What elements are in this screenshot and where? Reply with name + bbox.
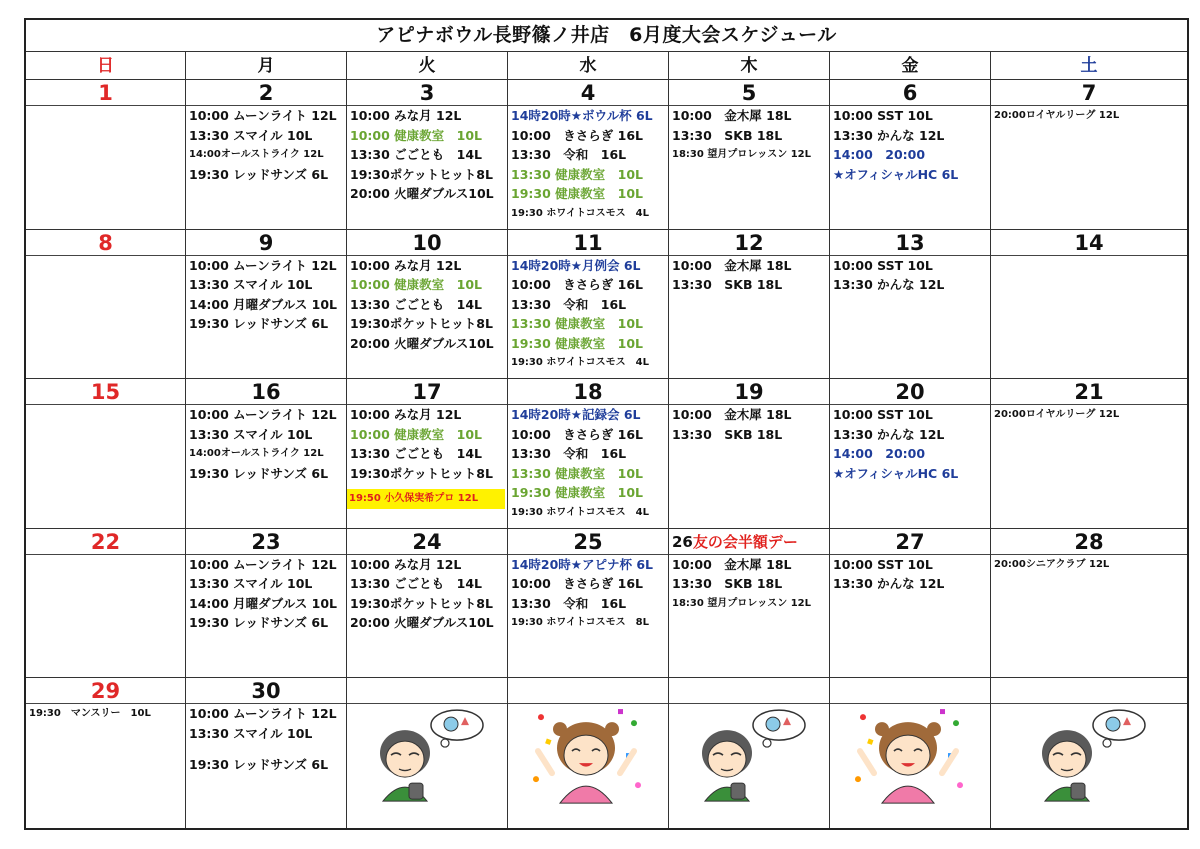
event-entry: 10:00 みな月 12L	[350, 407, 462, 423]
event-entry: 10:00 金木犀 18L	[672, 257, 792, 273]
day-cell-11	[508, 230, 669, 380]
event-entry: 14時20時★ボウル杯 6L	[511, 108, 653, 123]
event-entry: 14:00 20:00	[833, 446, 926, 462]
event-entry: 13:30 健康教室 10L	[511, 465, 644, 481]
event-spacer	[186, 743, 346, 755]
weekday-header-fri: 金	[830, 52, 991, 80]
day-number: 23	[186, 529, 346, 555]
day-number: 10	[347, 230, 507, 256]
day-cell-4	[508, 80, 669, 230]
event-entry: 14時20時★月例会 6L	[511, 257, 641, 273]
event-entry: 10:00 きさらぎ 16L	[511, 277, 644, 293]
day-number: 8	[26, 230, 185, 256]
day-number: 19	[669, 379, 829, 405]
weekday-header-mon: 月	[186, 52, 347, 80]
event-entry: 14時20時★アピナ杯 6L	[511, 556, 654, 572]
weekday-header-sun: 日	[26, 52, 186, 80]
girl-character-illustration	[526, 703, 650, 807]
event-entry: 13:30 かんな 12L	[833, 426, 945, 442]
day-cell-30	[186, 678, 347, 828]
girl-character-illustration	[848, 703, 972, 807]
event-entry: 20:00 火曜ダブルス10L	[350, 615, 494, 631]
day-cell-13	[830, 230, 991, 380]
day-number: 13	[830, 230, 990, 256]
event-entry: 10:00 ムーンライト 12L	[189, 407, 337, 423]
day-number: 18	[508, 379, 668, 405]
day-number: 6	[830, 80, 990, 106]
day-number: 27	[830, 529, 990, 555]
event-entry: 13:30 SKB 18L	[672, 576, 783, 592]
day-cell-2	[186, 80, 347, 230]
event-entry: 13:30 ごごとも 14L	[350, 576, 483, 592]
event-entry: 13:30 スマイル 10L	[189, 426, 313, 442]
event-entry: 10:00 ムーンライト 12L	[189, 108, 337, 123]
day-cell-20	[830, 379, 991, 529]
day-number: 3	[347, 80, 507, 106]
event-entry: 13:30 健康教室 10L	[511, 166, 644, 182]
event-entry: 20:00ロイヤルリーグ 12L	[994, 409, 1120, 421]
event-entry: 10:00 みな月 12L	[350, 108, 462, 123]
day-cell-23	[186, 529, 347, 679]
event-entry: 14時20時★記録会 6L	[511, 407, 641, 423]
calendar-grid	[26, 52, 1187, 828]
day-cell-28	[991, 529, 1187, 679]
event-entry: 10:00 SST 10L	[833, 407, 933, 423]
day-number: 22	[26, 529, 185, 555]
day-cell-8	[26, 230, 186, 380]
day-cell-6	[830, 80, 991, 230]
day-cell-empty	[830, 678, 991, 828]
event-entry: 10:00 金木犀 18L	[672, 108, 792, 123]
weekday-header-wed: 水	[508, 52, 669, 80]
event-entry: 13:30 かんな 12L	[833, 576, 945, 592]
event-entry: 13:30 ごごとも 14L	[350, 147, 483, 162]
event-entry: ★オフィシャルHC 6L	[833, 465, 959, 481]
event-highlight: 19:50 小久保実希プロ 12L	[347, 489, 505, 509]
event-entry: 10:00 金木犀 18L	[672, 556, 792, 572]
day-cell-empty	[347, 678, 508, 828]
event-entry: 10:00 健康教室 10L	[350, 277, 483, 293]
event-entry: 10:00 ムーンライト 12L	[189, 556, 337, 572]
event-entry: 19:30 レッドサンズ 6L	[189, 166, 329, 182]
day-number	[991, 678, 1187, 704]
event-entry: 13:30 SKB 18L	[672, 127, 783, 143]
event-entry: 14:00 20:00	[833, 147, 926, 162]
day-cell-21	[991, 379, 1187, 529]
event-entry: 19:30 レッドサンズ 6L	[189, 465, 329, 481]
day-number: 7	[991, 80, 1187, 106]
day-cell-18	[508, 379, 669, 529]
page-title: アピナボウル長野篠ノ井店 6月度大会スケジュール	[26, 20, 1187, 52]
event-entry: 19:30 レッドサンズ 6L	[189, 316, 329, 332]
event-entry: 13:30 かんな 12L	[833, 127, 945, 143]
day-number-value: 26	[672, 532, 693, 551]
day-cell-22	[26, 529, 186, 679]
event-entry: 14:00 月曜ダブルス 10L	[189, 595, 337, 611]
day-number: 14	[991, 230, 1187, 256]
day-number: 21	[991, 379, 1187, 405]
event-entry: 13:30 SKB 18L	[672, 277, 783, 293]
day-cell-5	[669, 80, 830, 230]
day-cell-14	[991, 230, 1187, 380]
weekday-header-tue: 火	[347, 52, 508, 80]
day-cell-25	[508, 529, 669, 679]
event-entry: 19:30 ホワイトコスモス 8L	[511, 617, 649, 629]
weekday-header-thu: 木	[669, 52, 830, 80]
event-entry: 13:30 ごごとも 14L	[350, 446, 483, 462]
day-cell-3	[347, 80, 508, 230]
day-cell-24	[347, 529, 508, 679]
day-number	[347, 678, 507, 704]
weekday-header-sat: 土	[991, 52, 1187, 80]
event-entry: 13:30 令和 16L	[511, 296, 627, 312]
event-entry: 10:00 みな月 12L	[350, 257, 462, 273]
day-cell-16	[186, 379, 347, 529]
event-entry: 10:00 SST 10L	[833, 108, 933, 123]
event-entry: 20:00 火曜ダブルス10L	[350, 186, 494, 201]
day-cell-27	[830, 529, 991, 679]
boy-character-illustration	[687, 703, 811, 807]
day-cell-29	[26, 678, 186, 828]
event-entry: 20:00 火曜ダブルス10L	[350, 335, 494, 351]
event-entry: 10:00 健康教室 10L	[350, 426, 483, 442]
day-number	[669, 678, 829, 704]
boy-character-illustration	[365, 703, 489, 807]
day-cell-9	[186, 230, 347, 380]
day-number: 17	[347, 379, 507, 405]
event-entry: 19:30 レッドサンズ 6L	[189, 757, 329, 773]
day-number	[508, 678, 668, 704]
day-cell-15	[26, 379, 186, 529]
event-entry: 14:00 月曜ダブルス 10L	[189, 296, 337, 312]
event-entry: 13:30 令和 16L	[511, 595, 627, 611]
event-entry: 10:00 みな月 12L	[350, 556, 462, 572]
event-entry: 19:30 ホワイトコスモス 4L	[511, 207, 649, 219]
day-cell-12	[669, 230, 830, 380]
day-cell-empty	[991, 678, 1187, 828]
event-entry: 19:30ポケットヒット8L	[350, 166, 493, 182]
event-entry: 13:30 ごごとも 14L	[350, 296, 483, 312]
event-entry: 13:30 健康教室 10L	[511, 316, 644, 332]
event-entry: 19:30 健康教室 10L	[511, 186, 644, 201]
event-entry: 14:00オールストライク 12L	[189, 149, 324, 160]
day-number: 25	[508, 529, 668, 555]
event-entry: 13:30 かんな 12L	[833, 277, 945, 293]
event-entry: 19:30ポケットヒット8L	[350, 316, 493, 332]
event-entry: 10:00 きさらぎ 16L	[511, 426, 644, 442]
event-entry: 10:00 SST 10L	[833, 556, 933, 572]
event-entry: 13:30 令和 16L	[511, 446, 627, 462]
day-number: 2	[186, 80, 346, 106]
day-number: 15	[26, 379, 185, 405]
day-cell-10	[347, 230, 508, 380]
event-entry: 13:30 スマイル 10L	[189, 277, 313, 293]
event-entry: 10:00 健康教室 10L	[350, 127, 483, 143]
event-entry: 10:00 金木犀 18L	[672, 407, 792, 423]
day-number: 1	[26, 80, 185, 106]
boy-character-illustration	[1027, 703, 1151, 807]
event-entry: 13:30 スマイル 10L	[189, 127, 313, 143]
event-entry: 13:30 スマイル 10L	[189, 725, 313, 741]
event-entry: 20:00シニアクラブ 12L	[994, 558, 1110, 570]
day-cell-1	[26, 80, 186, 230]
day-cell-empty	[669, 678, 830, 828]
event-entry: 10:00 ムーンライト 12L	[189, 257, 337, 273]
day-number: 5	[669, 80, 829, 106]
event-entry: 14:00オールストライク 12L	[189, 448, 324, 460]
event-entry: 10:00 ムーンライト 12L	[189, 706, 337, 722]
event-entry: ★オフィシャルHC 6L	[833, 166, 959, 182]
event-entry: 19:30 レッドサンズ 6L	[189, 615, 329, 631]
day-number: 9	[186, 230, 346, 256]
day-number	[669, 529, 829, 555]
event-entry: 18:30 望月プロレッスン 12L	[672, 597, 811, 609]
event-entry: 13:30 スマイル 10L	[189, 576, 313, 592]
day-number: 24	[347, 529, 507, 555]
event-entry: 10:00 きさらぎ 16L	[511, 576, 644, 592]
event-entry: 19:30ポケットヒット8L	[350, 595, 493, 611]
day-number	[830, 678, 990, 704]
day-cell-19	[669, 379, 830, 529]
day-number: 30	[186, 678, 346, 704]
event-entry: 20:00ロイヤルリーグ 12L	[994, 110, 1120, 121]
day-cell-17	[347, 379, 508, 529]
event-entry: 18:30 望月プロレッスン 12L	[672, 149, 811, 160]
day-number: 20	[830, 379, 990, 405]
day-number: 4	[508, 80, 668, 106]
day-number: 29	[26, 678, 185, 704]
day-note: 友の会半額デー	[692, 532, 798, 551]
event-entry: 19:30ポケットヒット8L	[350, 465, 493, 481]
event-entry: 13:30 令和 16L	[511, 147, 627, 162]
event-entry: 19:30 ホワイトコスモス 4L	[511, 357, 649, 369]
day-number: 16	[186, 379, 346, 405]
day-cell-empty	[508, 678, 669, 828]
event-entry: 10:00 きさらぎ 16L	[511, 127, 644, 143]
day-number: 11	[508, 230, 668, 256]
schedule-sheet	[24, 18, 1189, 830]
day-cell-26	[669, 529, 830, 679]
event-entry: 13:30 SKB 18L	[672, 426, 783, 442]
day-cell-7	[991, 80, 1187, 230]
event-entry: 19:30 マンスリー 10L	[29, 708, 151, 720]
event-entry: 19:30 健康教室 10L	[511, 485, 644, 501]
event-entry: 19:30 健康教室 10L	[511, 335, 644, 351]
day-number: 12	[669, 230, 829, 256]
event-entry: 19:30 ホワイトコスモス 4L	[511, 506, 649, 518]
event-entry: 10:00 SST 10L	[833, 257, 933, 273]
day-number: 28	[991, 529, 1187, 555]
